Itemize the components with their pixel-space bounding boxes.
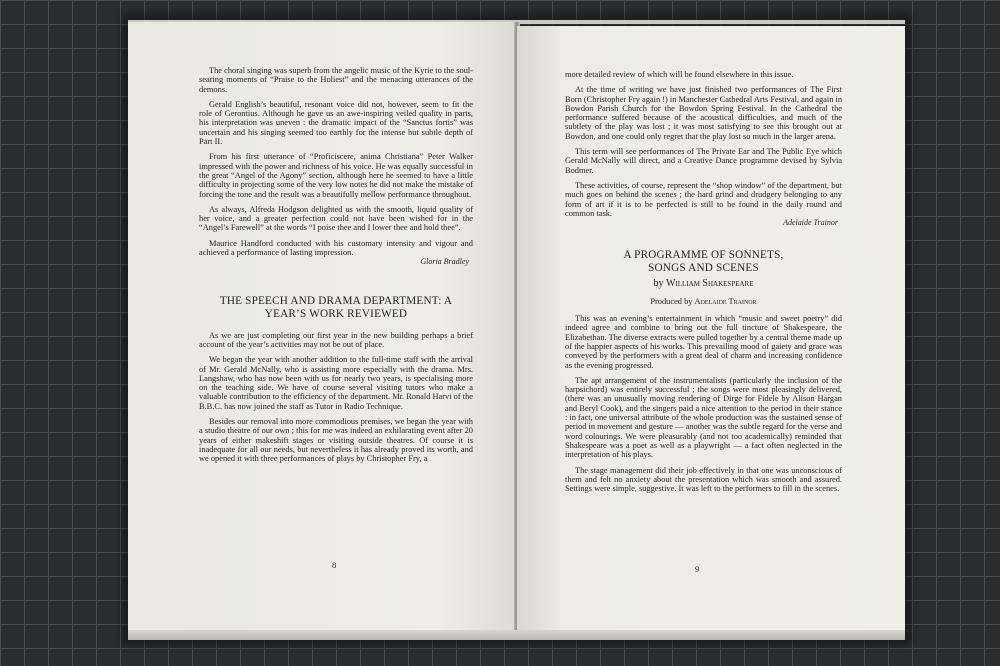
right-text-column bbox=[565, 70, 842, 499]
heading-line: SONGS AND SCENES bbox=[648, 262, 759, 275]
paragraph: At the time of writing we have just finished two performances of The First Born (Christopher Fry again !) in Manchester Cathedral Arts Festival, and again in Bowdon Parish Church for the Bowdon Spring Festival. In the Cathedral the performance suffered because of the acoustical difficulties, and much of the subtlety of the play was lost ; it was most satisfying to see this brought out at Bowdon, and one could only regret that the play lost so much in the larger arena. bbox=[565, 85, 843, 141]
paragraph: The apt arrangement of the instrumentalists (particularly the inclusion of the harpsichord) was entirely successful ; the songs were most pleasingly delivered, (there was an unusually moving rendering of Dirge for Fidele by Alison Hargan and Beryl Cook), and the singers paid a nice attention to the period in their stance : in fact, one universal attribute of the whole production was the sustained sense of period in movement and gesture — another was the subtle regard for the verse and word colourings. We were pleasurably (and not too academically) reminded that Shakespeare was a poet as well as a playwright — a fact often neglected in the interpretation of his plays. bbox=[565, 375, 842, 460]
paragraph: more detailed review of which will be found elsewhere in this issue. bbox=[565, 70, 794, 79]
byline-author: William Shakespeare bbox=[666, 278, 754, 290]
paragraph: These activities, of course, represent the “shop window” of the department, but much goes on behind the scenes ; the hard grind and drudgery belonging to any form of art if it is to be perfected is still to be found in the daily round and common task. bbox=[565, 180, 842, 218]
left-page bbox=[128, 22, 520, 638]
paragraph: Besides our removal into more commodious premises, we began the year with a studio theatre of our own ; this for me was indeed an exhilarating event after 20 years of either makeshift stages or visiting outside theatres. Of course it is inadequate for all our needs, but nevertheless it has already proved its worth, and we opened it with three performances of plays by Christopher Fry, a bbox=[199, 417, 473, 464]
paragraph: Maurice Handford conducted with his customary intensity and vigour and achieved a performance of lasting impression. bbox=[199, 238, 473, 258]
producer-name: Adelaide Trainor bbox=[694, 296, 757, 306]
paragraph: This was an evening’s entertainment in which “music and sweet poetry” did indeed agree and combine to bring out the full tincture of Shakespeare, the Elizabethan. The diverse extracts were pulled together by a central theme made up of the happier aspects of his works. This prevailing mood of gaiety and grace was conveyed by the performers with a great deal of charm and increasing confidence as the evening progressed. bbox=[565, 314, 842, 370]
right-page bbox=[517, 26, 905, 636]
section-heading: THE SPEECH AND DRAMA DEPARTMENT: A YEAR’S WORK REVIEWED bbox=[219, 294, 453, 320]
author-signature: Gloria Bradley bbox=[420, 257, 469, 267]
paragraph: The choral singing was superb from the angelic music of the Kyrie to the soul-searing moments of “Praise to the Holiest” and the menacing utterances of the demons. bbox=[199, 66, 473, 94]
producer-line bbox=[565, 297, 842, 306]
left-text-column bbox=[199, 66, 473, 470]
author-signature: Adelaide Trainor bbox=[783, 218, 838, 228]
page-number: 8 bbox=[332, 560, 337, 570]
paragraph: Gerald English’s beautiful, resonant voice did not, however, seem to fit the role of Gerontius. Although he gave us an awe-inspiring veiled quality in parts, his interpretation was uneven : the dramatic impact of the “Sanctus fortis” was uncertain and his singing seemed too earthly for the intense but subtle depth of Part II. bbox=[199, 99, 473, 147]
heading-line: A PROGRAMME OF SONNETS, bbox=[623, 249, 784, 262]
paragraph: The stage management did their job effectively in that one was unconscious of them and felt no anxiety about the presentation which was smooth and assured. Settings were simple, suggestive. It was left to the performers to fill in the scenes. bbox=[565, 465, 842, 494]
producer-prefix: Produced by bbox=[650, 296, 693, 306]
paragraph: As always, Alfreda Hodgson delighted us with the smooth, liquid quality of her voice, and a greater perfection could not have been wished for in the “Angel’s Farewell” at the words “I poise thee and I lower thee and hold thee”. bbox=[199, 204, 473, 233]
booklet-bottom-edge bbox=[128, 630, 905, 640]
byline bbox=[565, 279, 842, 288]
page-number: 9 bbox=[695, 564, 700, 574]
byline-prefix: by bbox=[653, 278, 664, 290]
paragraph: As we are just completing our first year in the new building perhaps a brief account of the year’s activities may not be out of place. bbox=[199, 330, 473, 349]
paragraph: This term will see performances of The Private Ear and The Public Eye which Gerald McNally will direct, and a Creative Dance programme devised by Sylvia Bodmer. bbox=[565, 147, 842, 175]
paragraph: From his first utterance of “Proficiscere, anima Christiana” Peter Walker impressed with the power and richness of his voice. He was equally successful in the great “Angel of the Agony” section, although here he seemed to have a little difficulty in projecting some of the very low notes he did not make the mistake of forcing the tone and the result was a beautifully mellow performance throughout. bbox=[199, 152, 473, 199]
section-heading bbox=[565, 249, 842, 275]
paragraph: We began the year with another addition to the full-time staff with the arrival of Mr. Gerald McNally, who is assisting more especially with the drama. Mrs. Langshaw, who has now been with us for nearly two years, is specialising more on the teaching side. We have of course several visiting tutors who make a valuable contribution to the efficiency of the department. Mr. Ronald Harvi of the B.B.C. has now joined the staff as Tutor in Radio Technique. bbox=[199, 355, 473, 411]
